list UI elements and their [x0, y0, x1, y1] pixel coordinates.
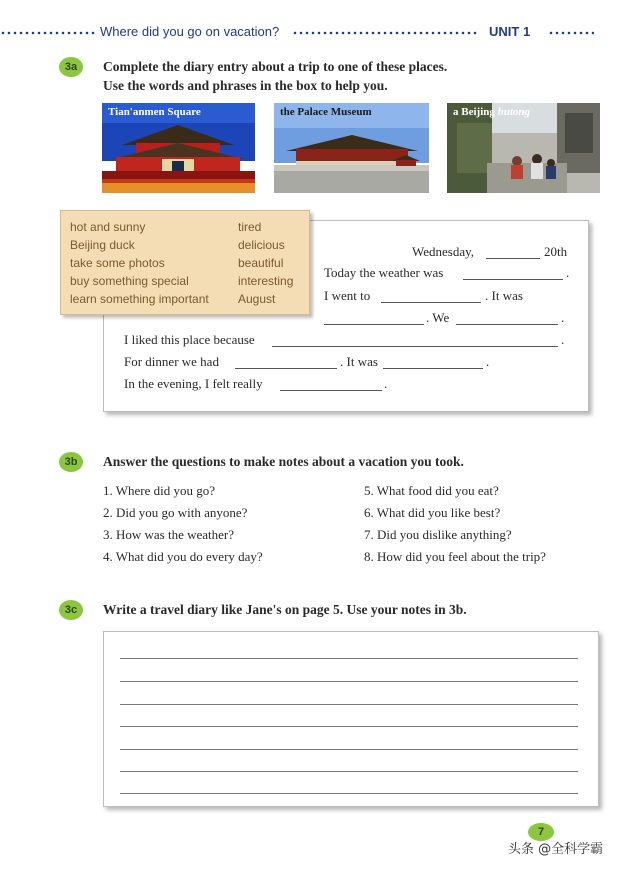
unit-title: Where did you go on vacation? [100, 24, 280, 39]
palace-museum-photo [274, 103, 429, 193]
question-1: 1. Where did you go? [103, 483, 216, 498]
diary-blank-dinner-itwas[interactable] [383, 368, 483, 369]
instruction-3a-line1: Complete the diary entry about a trip to one of these places. [103, 59, 448, 74]
diary-period-2: . [561, 310, 565, 325]
diary-blank-itwas[interactable] [324, 324, 424, 325]
diary-blank-place[interactable] [381, 302, 481, 303]
question-7: 7. Did you dislike anything? [364, 527, 512, 542]
diary-line2a: I went to [324, 288, 371, 303]
word-take-some-photos: take some photos [70, 256, 165, 270]
writing-line[interactable] [120, 658, 578, 659]
question-5: 5. What food did you eat? [364, 483, 499, 498]
watermark: 头条 @全科学霸 [508, 842, 604, 857]
diary-line3: . We [426, 310, 450, 325]
diary-blank-we[interactable] [456, 324, 558, 325]
diary-period-1: . [566, 265, 570, 280]
writing-line[interactable] [120, 726, 578, 727]
diary-blank-weather[interactable] [463, 279, 563, 280]
hutong-label [453, 106, 530, 118]
question-8: 8. How did you feel about the trip? [364, 549, 546, 564]
diary-date: 20th [544, 244, 568, 259]
diary-line4: I liked this place because [124, 332, 255, 347]
writing-line[interactable] [120, 771, 578, 772]
header-dots-right [548, 31, 594, 35]
tiananmen-label: Tian'anmen Square [108, 106, 201, 118]
header-dots-middle [292, 31, 477, 35]
header-dots-left [0, 31, 95, 35]
diary-line2b: . It was [485, 288, 523, 303]
section-badge-3c: 3c [59, 600, 83, 620]
diary-line5b: . It was [340, 354, 378, 369]
diary-line1: Today the weather was [324, 265, 444, 280]
word-beijing-duck: Beijing duck [70, 238, 135, 252]
diary-blank-because[interactable] [272, 346, 558, 347]
section-badge-3a: 3a [59, 57, 83, 77]
diary-line6: In the evening, I felt really [124, 376, 263, 391]
question-4: 4. What did you do every day? [103, 549, 263, 564]
instruction-3c: Write a travel diary like Jane's on page 5. Use your notes in 3b. [103, 602, 467, 617]
word-learn-something-important: learn something important [70, 292, 209, 306]
word-hot-and-sunny: hot and sunny [70, 220, 146, 234]
instruction-3a [103, 57, 447, 95]
diary-day: Wednesday, [412, 244, 475, 259]
word-box [60, 210, 310, 315]
word-august: August [238, 292, 276, 306]
word-tired: tired [238, 220, 262, 234]
writing-box[interactable] [103, 631, 599, 807]
hutong-photo [447, 103, 600, 193]
question-3: 3. How was the weather? [103, 527, 235, 542]
word-buy-something-special: buy something special [70, 274, 189, 288]
question-2: 2. Did you go with anyone? [103, 505, 248, 520]
diary-period-5: . [384, 376, 388, 391]
word-interesting: interesting [238, 274, 294, 288]
hutong-label-italic: hutong [497, 106, 531, 118]
unit-label: UNIT 1 [489, 24, 531, 39]
palace-museum-label: the Palace Museum [280, 106, 372, 118]
instruction-3b: Answer the questions to make notes about a vacation you took. [103, 454, 464, 469]
diary-period-3: . [561, 332, 565, 347]
diary-blank-felt[interactable] [280, 390, 382, 391]
diary-blank-dinner[interactable] [235, 368, 337, 369]
word-delicious: delicious [238, 238, 285, 252]
writing-line[interactable] [120, 749, 578, 750]
writing-line[interactable] [120, 793, 578, 794]
page-number: 7 [528, 823, 554, 841]
hutong-label-main: a Beijing [453, 106, 498, 118]
question-6: 6. What did you like best? [364, 505, 501, 520]
tiananmen-photo [102, 103, 255, 193]
diary-period-4: . [486, 354, 490, 369]
diary-line5a: For dinner we had [124, 354, 219, 369]
instruction-3a-line2: Use the words and phrases in the box to help you. [103, 78, 388, 93]
writing-line[interactable] [120, 704, 578, 705]
word-beautiful: beautiful [238, 256, 284, 270]
section-badge-3b: 3b [59, 452, 83, 472]
writing-line[interactable] [120, 681, 578, 682]
diary-blank-date[interactable] [486, 258, 540, 259]
